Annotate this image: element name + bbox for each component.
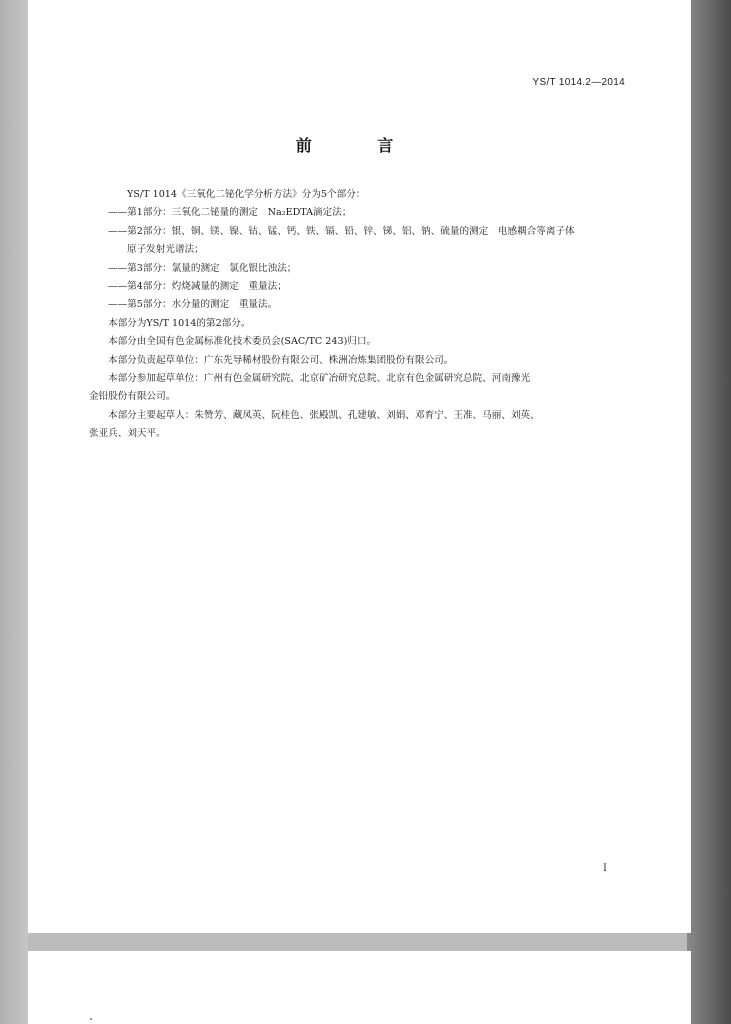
paragraph-line: 原子发射光谱法； [127,244,204,256]
paragraph-line: 张亚兵、刘天平。 [89,428,166,440]
paragraph-line: 本部分为YS/T 1014的第2部分。 [108,317,251,329]
paragraph-line: 本部分由全国有色金属标准化技术委员会(SAC/TC 243)归口。 [108,336,377,348]
page-mark [90,1018,92,1020]
viewer-right-margin [687,0,731,1024]
document-code: YS/T 1014.2—2014 [532,77,625,88]
foreword-body [89,186,628,444]
paragraph-line: ——第3部分：氯量的测定 氯化银比浊法； [108,262,297,274]
paragraph-line: ——第2部分：银、铜、镁、镍、钴、锰、钙、铁、镉、铅、锌、锑、铝、钠、硫量的测定 电感耦合等离子体 [108,225,575,237]
page-title: 前 言 [295,136,424,155]
paragraph-line: YS/T 1014《三氧化二铋化学分析方法》分为5个部分： [127,189,366,200]
paragraph-line: ——第4部分：灼烧减量的测定 重量法； [108,281,287,293]
paragraph-line: 本部分参加起草单位：广州有色金属研究院、北京矿冶研究总院、北京有色金属研究总院、河南豫光 [108,373,531,385]
viewer-left-margin [0,0,28,1024]
paragraph-line: 金铅股份有限公司。 [89,391,176,403]
paragraph-line: ——第1部分：三氧化二铋量的测定 Na₂EDTA滴定法； [108,207,352,219]
next-document-page [28,951,691,1024]
paragraph-line: ——第5部分：水分量的测定 重量法。 [108,299,278,311]
page-number: I [603,863,607,874]
document-page [28,0,691,933]
paragraph-line: 本部分主要起草人：朱赞芳、藏凤英、阮桂色、张殿凯、孔建敏、刘娟、邓育宁、王准、马丽、刘英、 [108,409,540,421]
paragraph-line: 本部分负责起草单位：广东先导稀材股份有限公司、株洲冶炼集团股份有限公司。 [108,354,454,366]
